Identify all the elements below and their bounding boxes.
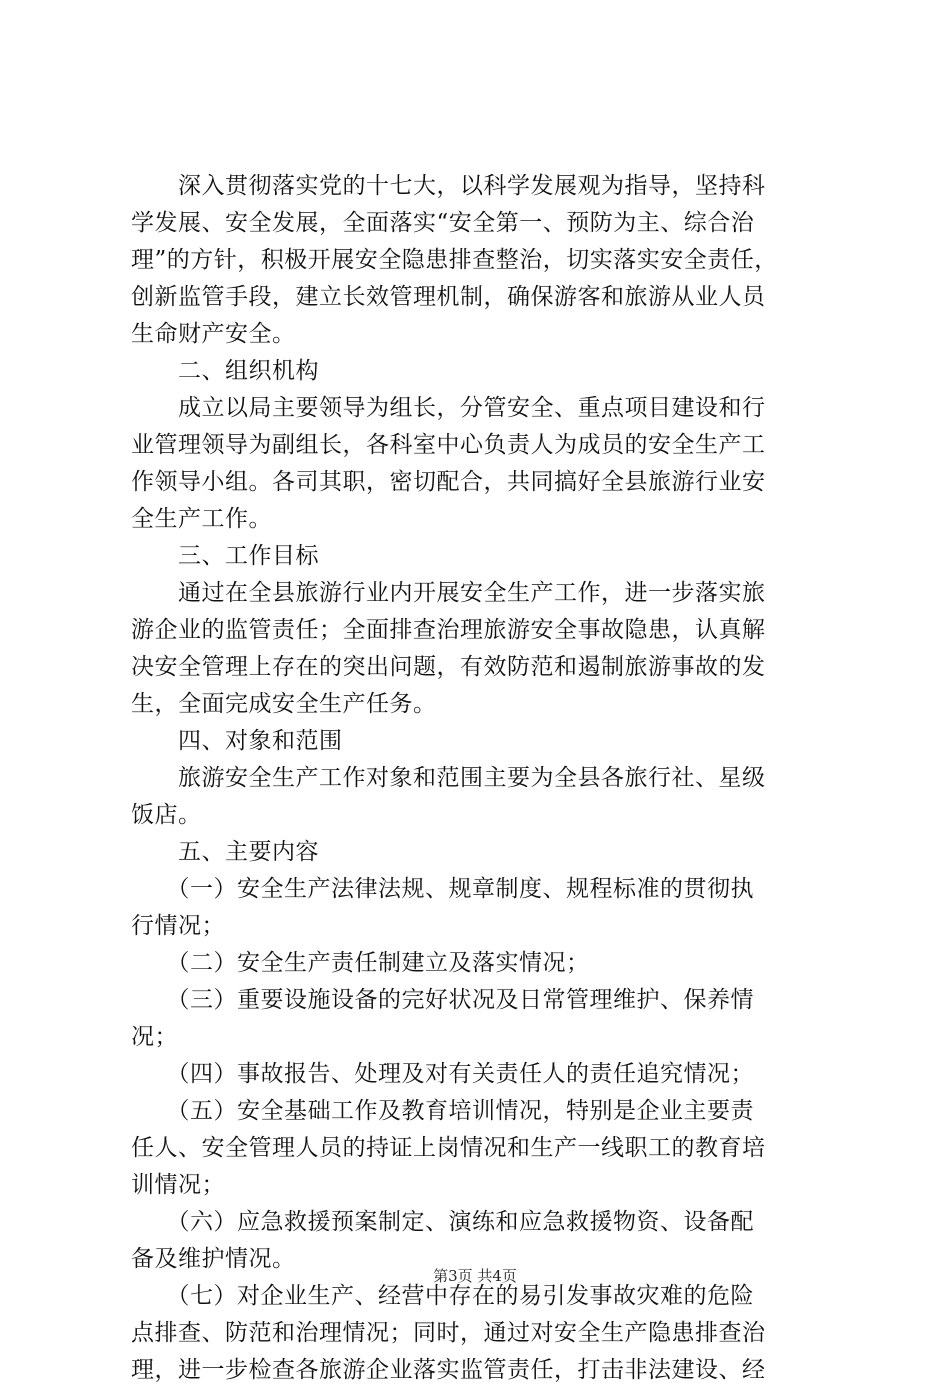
text-line: 全生产工作。 [131, 506, 272, 532]
text-line: 旅游安全生产工作对象和范围主要为全县各旅行社、星级 [131, 765, 766, 791]
text-line: 训情况； [131, 1172, 225, 1198]
text-line: （三）重要设施设备的完好状况及日常管理维护、保养情 [131, 987, 754, 1013]
text-line: 成立以局主要领导为组长，分管安全、重点项目建设和行 [131, 395, 766, 421]
text-line: 饭店。 [131, 802, 202, 828]
text-line: 理”的方针，积极开展安全隐患排查整治，切实落实安全责任， [131, 247, 778, 273]
text-line: 理，进一步检查各旅游企业落实监管责任，打击非法建设、经 [131, 1357, 766, 1383]
page-footer: 第3页 共4页 [433, 1267, 517, 1285]
text-line: 深入贯彻落实党的十七大，以科学发展观为指导，坚持科 [131, 173, 766, 199]
text-line: 三、工作目标 [131, 543, 319, 569]
document-body [131, 168, 836, 1389]
text-line: 二、组织机构 [131, 358, 319, 384]
text-line: 行情况； [131, 913, 225, 939]
text-line: （四）事故报告、处理及对有关责任人的责任追究情况； [131, 1061, 754, 1087]
text-line: 五、主要内容 [131, 839, 319, 865]
text-line: （七）对企业生产、经营中存在的易引发事故灾难的危险 [131, 1283, 754, 1309]
text-line: 作领导小组。各司其职，密切配合，共同搞好全县旅游行业安 [131, 469, 766, 495]
text-line: 游企业的监管责任；全面排查治理旅游安全事故隐患，认真解 [131, 617, 766, 643]
text-line: （五）安全基础工作及教育培训情况，特别是企业主要责 [131, 1098, 754, 1124]
text-line: 备及维护情况。 [131, 1246, 296, 1272]
text-line: 生，全面完成安全生产任务。 [131, 691, 437, 717]
text-line: 况； [131, 1024, 178, 1050]
text-line: 业管理领导为副组长，各科室中心负责人为成员的安全生产工 [131, 432, 766, 458]
text-line: （一）安全生产法律法规、规章制度、规程标准的贯彻执 [131, 876, 754, 902]
text-line: 四、对象和范围 [131, 728, 343, 754]
text-line: 点排查、防范和治理情况；同时，通过对安全生产隐患排查治 [131, 1320, 766, 1346]
text-line: 决安全管理上存在的突出问题，有效防范和遏制旅游事故的发 [131, 654, 766, 680]
text-line: 任人、安全管理人员的持证上岗情况和生产一线职工的教育培 [131, 1135, 766, 1161]
text-line: 生命财产安全。 [131, 321, 296, 347]
text-line: 通过在全县旅游行业内开展安全生产工作，进一步落实旅 [131, 580, 766, 606]
text-line: （二）安全生产责任制建立及落实情况； [131, 950, 590, 976]
text-line: 创新监管手段，建立长效管理机制，确保游客和旅游从业人员 [131, 284, 766, 310]
text-line: （六）应急救援预案制定、演练和应急救援物资、设备配 [131, 1209, 754, 1235]
text-line: 学发展、安全发展，全面落实“安全第一、预防为主、综合治 [131, 210, 755, 236]
